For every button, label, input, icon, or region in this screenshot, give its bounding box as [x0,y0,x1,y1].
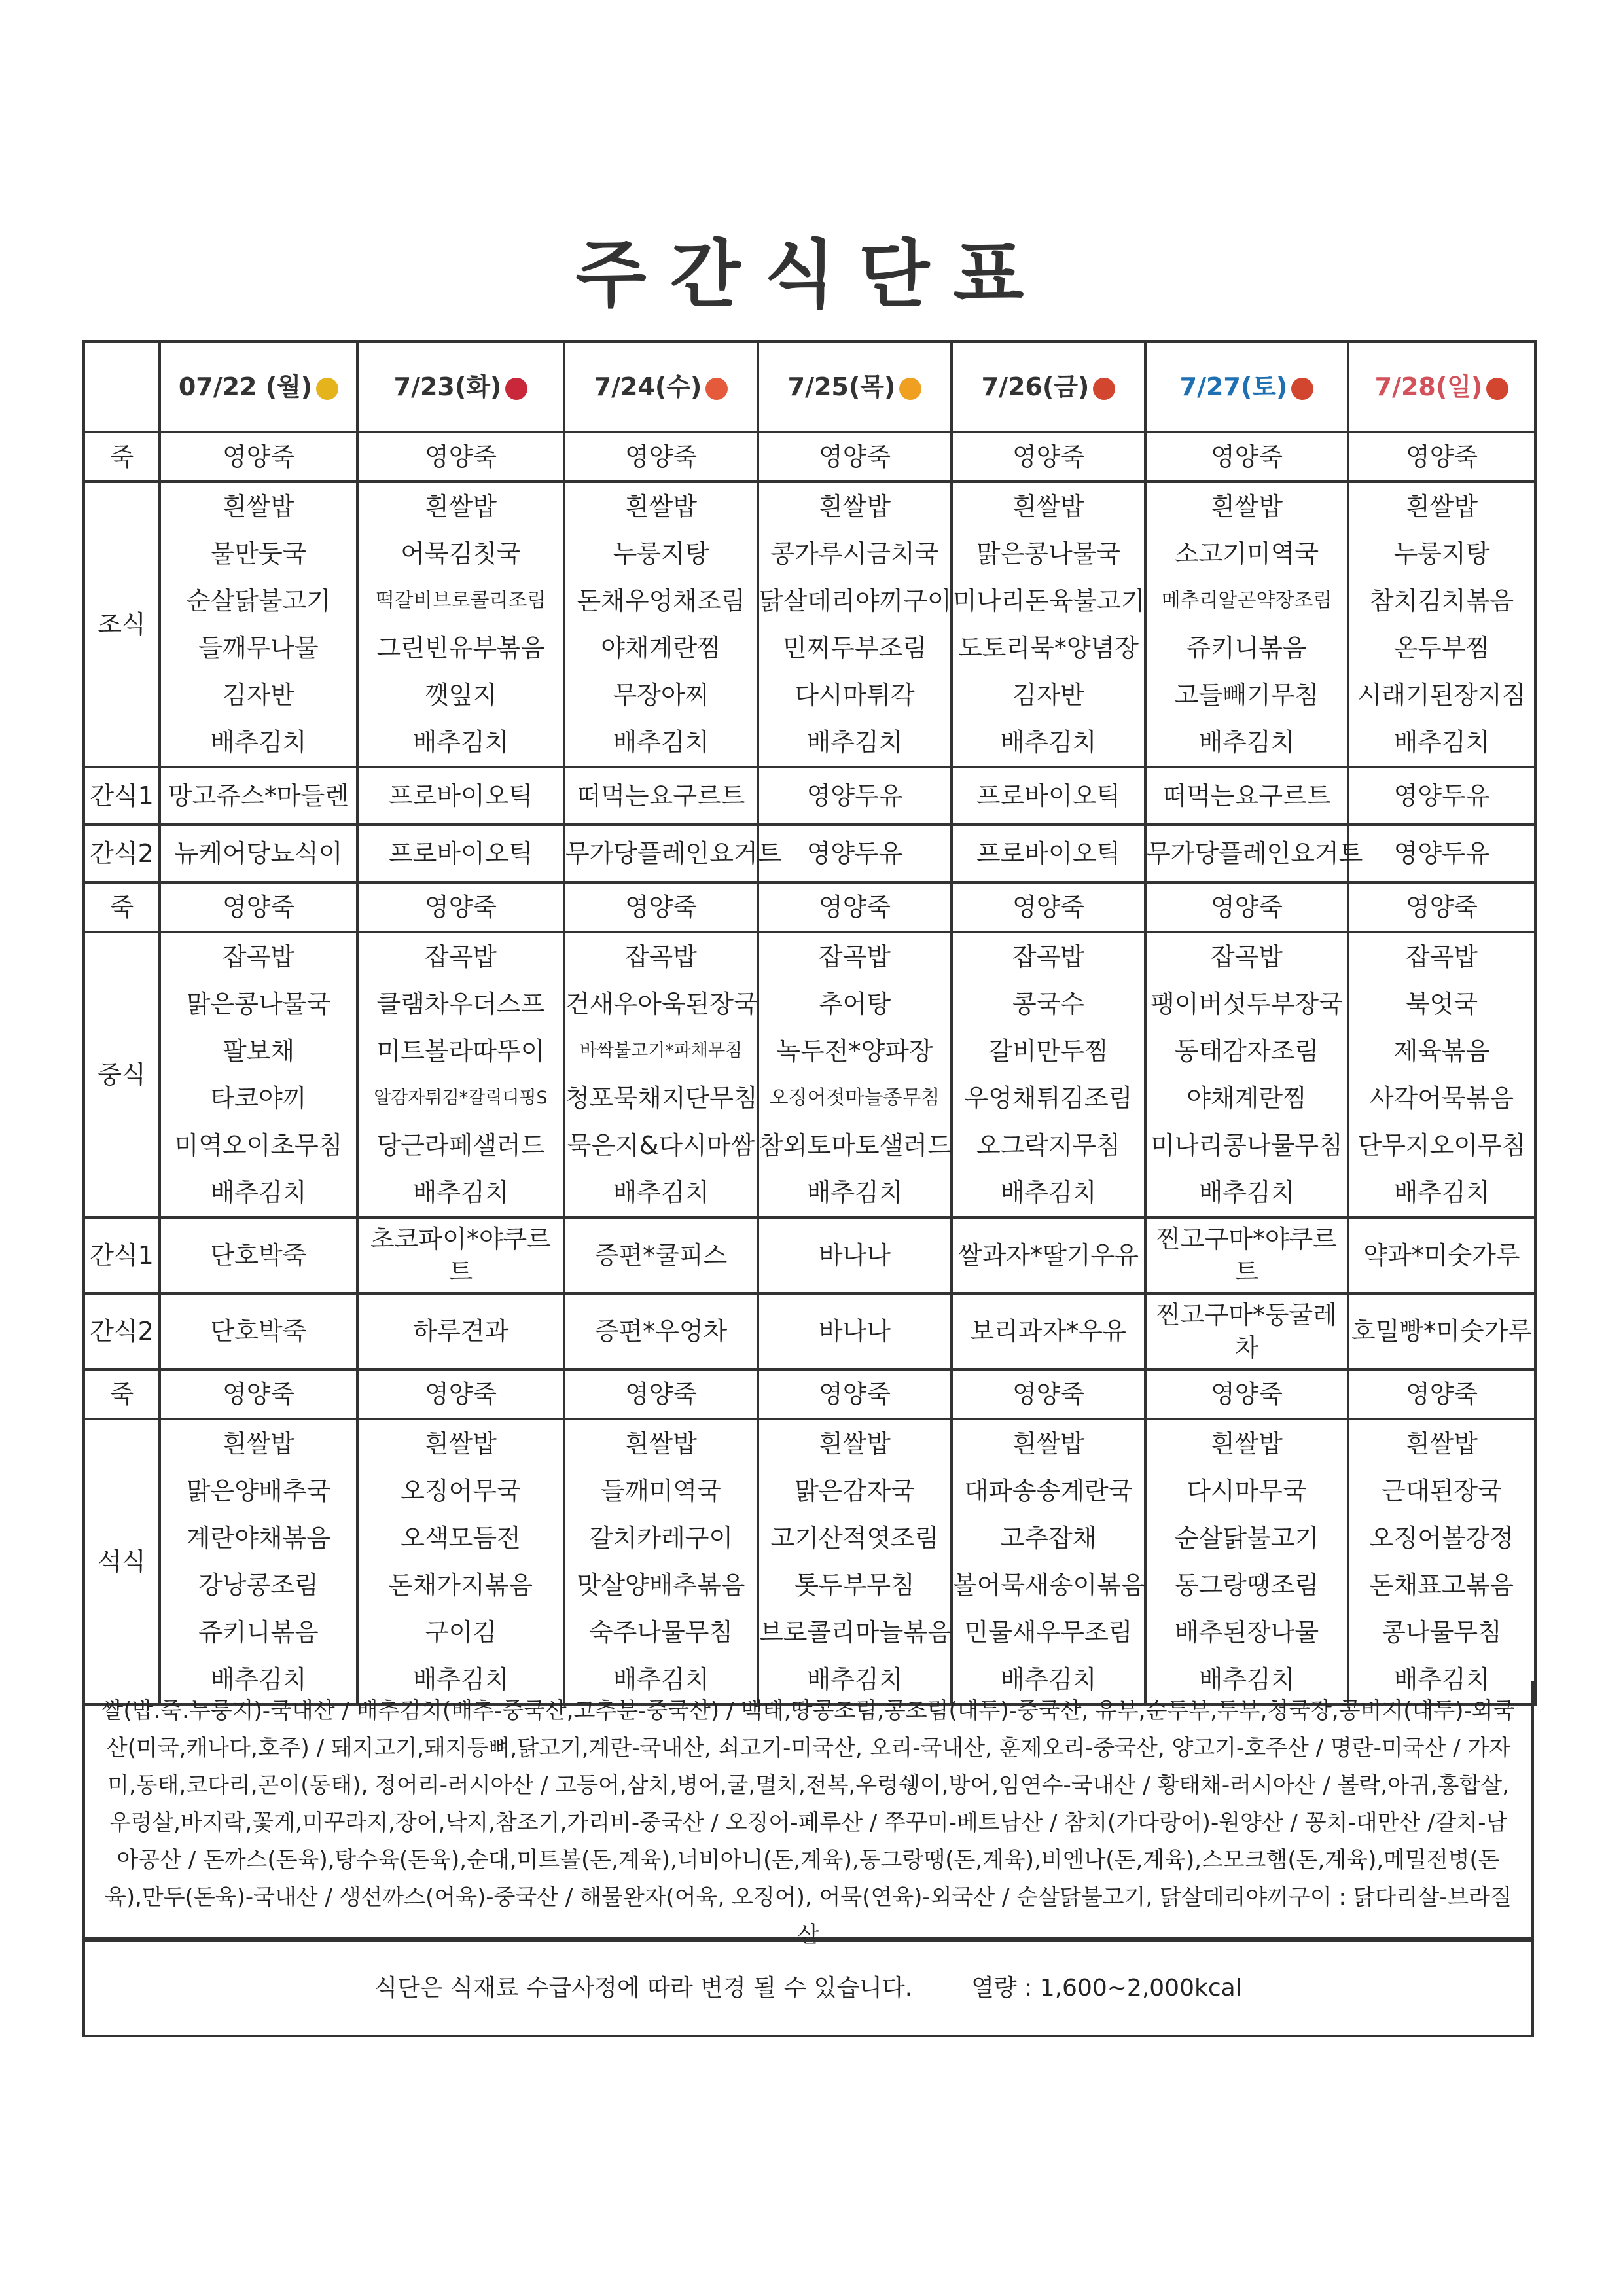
menu-row [84,1369,1535,1419]
menu-item: 영양두유 [1348,767,1535,825]
menu-cell [1145,482,1348,767]
fruit-basket-icon [1486,378,1508,400]
day-date: 7/25(목) [787,372,896,401]
menu-item: 배추김치 [210,728,307,757]
menu-item: 배추김치 [1000,728,1097,757]
menu-item: 배추김치 [412,1178,509,1207]
menu-item: 잡곡밥 [424,942,497,971]
meal-label: 조식 [84,482,160,767]
day-date: 7/26(금) [981,372,1090,401]
menu-item: 제육볶음 [1393,1037,1490,1066]
menu-item: 보리과자*우유 [952,1293,1145,1369]
menu-item: 영양죽 [1348,432,1535,482]
menu-item: 누룽지탕 [1393,539,1490,568]
menu-item: 영양죽 [1348,1369,1535,1419]
menu-item: 오징어볼강정 [1369,1524,1514,1552]
menu-row [84,932,1535,1217]
menu-item: 미나리콩나물무침 [1150,1131,1343,1160]
menu-item: 돈채가지볶음 [388,1571,533,1600]
menu-item: 맛살양배추볶음 [577,1571,745,1600]
menu-item: 김자반 [1012,681,1085,709]
menu-item: 바싹불고기*파채무침 [579,1041,743,1061]
menu-item: 순살닭불고기 [186,586,331,615]
menu-item: 오색모듬전 [401,1524,521,1552]
menu-item: 오그락지무침 [976,1131,1121,1160]
menu-item: 단호박죽 [160,1217,357,1293]
menu-item: 맑은콩나물국 [976,539,1121,568]
menu-item: 우엉채튀김조림 [964,1084,1133,1113]
menu-item: 쥬키니볶음 [198,1618,319,1647]
menu-item: 다시마튀각 [794,681,915,709]
menu-item: 단무지오이무침 [1357,1131,1526,1160]
menu-cell [952,932,1145,1217]
menu-item: 참치김치볶음 [1369,586,1514,615]
menu-item: 다시마무국 [1186,1477,1307,1505]
menu-item: 흰쌀밥 [424,492,497,521]
menu-item: 브로콜리마늘볶음 [759,1618,952,1647]
menu-item: 흰쌀밥 [1405,1429,1478,1458]
day-date: 7/23(화) [393,372,502,401]
menu-item: 배추김치 [210,1178,307,1207]
day-header [1348,342,1535,432]
page-title: 주간식단표 [575,232,1048,317]
menu-item: 묵은지&다시마쌈 [567,1131,755,1160]
menu-row [84,1217,1535,1293]
menu-item: 흰쌀밥 [1210,492,1283,521]
menu-item: 영양죽 [564,1369,758,1419]
menu-item: 프로바이오틱 [357,767,564,825]
menu-item: 영양죽 [952,1369,1145,1419]
meal-label: 죽 [84,432,160,482]
menu-cell [357,932,564,1217]
menu-item: 들깨미역국 [601,1477,721,1505]
menu-item: 도토리묵*양념장 [958,634,1139,662]
menu-item: 배추김치 [806,728,903,757]
menu-item: 흰쌀밥 [222,492,295,521]
calorie-info: 열량 : 1,600~2,000kcal [971,1975,1242,2001]
menu-cell [1145,932,1348,1217]
menu-item: 배추김치 [412,1665,509,1694]
menu-change-notice: 식단은 식재료 수급사정에 따라 변경 될 수 있습니다. [374,1975,913,2001]
menu-item: 배추김치 [1198,1665,1295,1694]
menu-row [84,482,1535,767]
menu-item: 초코파이*야쿠르트 [357,1217,564,1293]
menu-row [84,882,1535,932]
meal-label: 죽 [84,882,160,932]
menu-item: 닭살데리야끼구이 [759,586,952,615]
menu-item: 맑은감자국 [794,1477,915,1505]
menu-cell [952,1419,1145,1704]
menu-item: 호밀빵*미숫가루 [1348,1293,1535,1369]
menu-item: 미역오이초무침 [174,1131,343,1160]
grapefruit-icon [705,378,728,400]
menu-item: 떠먹는요구르트 [564,767,758,825]
menu-cell [1348,932,1535,1217]
day-header [357,342,564,432]
menu-item: 흰쌀밥 [624,492,698,521]
menu-item: 동그랑땡조림 [1174,1571,1319,1600]
menu-item: 배추김치 [613,728,709,757]
menu-item: 배추김치 [1393,728,1490,757]
menu-notice [82,1939,1534,2037]
day-date: 7/27(토) [1179,372,1288,401]
weekly-menu-table [82,340,1537,1706]
menu-item: 영양죽 [1145,1369,1348,1419]
menu-item: 타코야끼 [210,1084,307,1113]
menu-item: 영양두유 [1348,825,1535,882]
menu-row [84,1419,1535,1704]
meal-label: 간식2 [84,1293,160,1369]
day-header [952,342,1145,432]
menu-item: 잡곡밥 [624,942,698,971]
menu-item: 배추김치 [806,1178,903,1207]
menu-item: 잡곡밥 [1405,942,1478,971]
menu-item: 강낭콩조림 [198,1571,319,1600]
menu-item: 떡갈비브로콜리조림 [375,589,546,612]
menu-item: 떠먹는요구르트 [1145,767,1348,825]
menu-cell [357,482,564,767]
menu-item: 민물새우무조림 [964,1618,1133,1647]
menu-item: 깻잎지 [424,681,497,709]
meal-label: 간식2 [84,825,160,882]
menu-item: 맑은양배추국 [186,1477,331,1505]
menu-item: 알감자튀김*갈릭디핑S [374,1088,548,1108]
menu-item: 잡곡밥 [818,942,891,971]
menu-item: 쥬키니볶음 [1186,634,1307,662]
menu-item: 영양두유 [758,767,952,825]
menu-item: 고들빼기무침 [1174,681,1319,709]
menu-item: 망고쥬스*마들렌 [160,767,357,825]
menu-item: 영양죽 [564,432,758,482]
menu-item: 배추김치 [210,1665,307,1694]
menu-item: 잡곡밥 [1210,942,1283,971]
menu-item: 사각어묵볶음 [1369,1084,1514,1113]
menu-cell [758,482,952,767]
menu-item: 바나나 [758,1217,952,1293]
menu-item: 무가당플레인요거트 [564,825,758,882]
header-corner [84,342,160,432]
menu-item: 구이김 [424,1618,497,1647]
menu-item: 고기산적엿조림 [770,1524,939,1552]
menu-item: 누룽지탕 [613,539,709,568]
menu-item: 무가당플레인요거트 [1145,825,1348,882]
menu-item: 배추김치 [1198,1178,1295,1207]
menu-cell [1348,482,1535,767]
menu-cell [160,932,357,1217]
menu-item: 계란야채볶음 [186,1524,331,1552]
menu-item: 배추김치 [1000,1178,1097,1207]
menu-item: 그린빈유부볶음 [376,634,545,662]
menu-item: 콩나물무침 [1382,1618,1502,1647]
menu-item: 영양죽 [160,882,357,932]
menu-item: 오징어무국 [401,1477,521,1505]
menu-item: 녹두전*양파장 [776,1037,933,1066]
menu-item: 참외토마토샐러드 [759,1131,952,1160]
menu-row [84,825,1535,882]
menu-item: 순살닭불고기 [1174,1524,1319,1552]
menu-cell [564,932,758,1217]
menu-item: 흰쌀밥 [818,1429,891,1458]
fruit-basket-icon [1291,378,1313,400]
menu-cell [564,482,758,767]
day-header [564,342,758,432]
menu-item: 단호박죽 [160,1293,357,1369]
menu-item: 소고기미역국 [1174,539,1319,568]
menu-item: 미나리돈육불고기 [953,586,1145,615]
menu-item: 물만둣국 [210,539,307,568]
menu-item: 청포묵채지단무침 [565,1084,758,1113]
menu-cell [160,1419,357,1704]
menu-item: 영양죽 [758,882,952,932]
menu-item: 영양죽 [952,432,1145,482]
menu-item: 북엇국 [1405,990,1478,1018]
menu-item: 흰쌀밥 [1210,1429,1283,1458]
menu-cell [952,482,1145,767]
banana-icon [316,378,338,400]
menu-item: 찐고구마*야쿠르트 [1145,1217,1348,1293]
menu-item: 배추김치 [613,1178,709,1207]
menu-item: 들깨무나물 [198,634,319,662]
day-header [160,342,357,432]
menu-item: 흰쌀밥 [222,1429,295,1458]
menu-item: 맑은콩나물국 [186,990,331,1018]
menu-cell [160,482,357,767]
menu-item: 쌀과자*딸기우유 [952,1217,1145,1293]
menu-item: 콩가루시금치국 [770,539,939,568]
menu-item: 야채계란찜 [601,634,721,662]
menu-item: 동태감자조림 [1174,1037,1319,1066]
menu-item: 잡곡밥 [222,942,295,971]
menu-item: 메추리알곤약장조림 [1161,589,1332,612]
menu-item: 흰쌀밥 [818,492,891,521]
menu-item: 콩국수 [1012,990,1085,1018]
fruit-basket-icon [1093,378,1115,400]
menu-item: 영양죽 [758,1369,952,1419]
menu-item: 미트볼라따뚜이 [376,1037,545,1066]
menu-item: 영양죽 [357,432,564,482]
menu-cell [357,1419,564,1704]
menu-item: 당근라페샐러드 [376,1131,545,1160]
menu-item: 배추김치 [613,1665,709,1694]
menu-row [84,767,1535,825]
menu-item: 하루견과 [357,1293,564,1369]
menu-item: 추어탕 [818,990,891,1018]
menu-row [84,1293,1535,1369]
menu-item: 돈채우엉채조림 [577,586,745,615]
menu-item: 바나나 [758,1293,952,1369]
menu-item: 영양죽 [1348,882,1535,932]
menu-cell [758,1419,952,1704]
meal-label: 죽 [84,1369,160,1419]
day-header [1145,342,1348,432]
menu-item: 팽이버섯두부장국 [1150,990,1343,1018]
menu-item: 무장아찌 [613,681,709,709]
menu-item: 영양두유 [758,825,952,882]
menu-item: 배추김치 [1393,1665,1490,1694]
menu-item: 야채계란찜 [1186,1084,1307,1113]
day-date: 7/24(수) [594,372,702,401]
menu-item: 증편*우엉차 [564,1293,758,1369]
meal-label: 간식1 [84,767,160,825]
menu-item: 영양죽 [1145,882,1348,932]
menu-item: 톳두부무침 [794,1571,915,1600]
menu-item: 근대된장국 [1382,1477,1502,1505]
menu-item: 흰쌀밥 [1405,492,1478,521]
menu-item: 김자반 [222,681,295,709]
menu-cell [564,1419,758,1704]
header-row [84,342,1535,432]
menu-cell [758,932,952,1217]
menu-item: 민찌두부조림 [782,634,927,662]
menu-item: 영양죽 [357,882,564,932]
menu-item: 온두부찜 [1393,634,1490,662]
menu-item: 흰쌀밥 [624,1429,698,1458]
menu-item: 영양죽 [160,1369,357,1419]
meal-label: 석식 [84,1419,160,1704]
menu-row [84,432,1535,482]
meal-label: 간식1 [84,1217,160,1293]
menu-item: 클램차우더스프 [376,990,545,1018]
menu-item: 돈채표고볶음 [1369,1571,1514,1600]
menu-item: 갈비만두찜 [988,1037,1109,1066]
menu-item: 볼어묵새송이볶음 [953,1571,1145,1600]
day-date: 07/22 (월) [178,372,313,401]
menu-item: 프로바이오틱 [952,825,1145,882]
menu-item: 흰쌀밥 [1012,492,1085,521]
menu-item: 프로바이오틱 [952,767,1145,825]
menu-item: 증편*쿨피스 [564,1217,758,1293]
menu-cell [1348,1419,1535,1704]
menu-item: 숙주나물무침 [588,1618,734,1647]
menu-item: 흰쌀밥 [1012,1429,1085,1458]
menu-cell [1145,1419,1348,1704]
menu-item: 갈치카레구이 [588,1524,734,1552]
menu-item: 영양죽 [564,882,758,932]
menu-item: 영양죽 [1145,432,1348,482]
menu-item: 배추김치 [1393,1178,1490,1207]
menu-item: 배추김치 [412,728,509,757]
menu-item: 배추된장나물 [1174,1618,1319,1647]
menu-item: 어묵김칫국 [401,539,521,568]
menu-item: 영양죽 [758,432,952,482]
menu-item: 뉴케어당뇨식이 [160,825,357,882]
menu-item: 고추잡채 [1000,1524,1097,1552]
menu-item: 영양죽 [357,1369,564,1419]
menu-item: 배추김치 [1198,728,1295,757]
menu-item: 약과*미숫가루 [1348,1217,1535,1293]
menu-item: 배추김치 [1000,1665,1097,1694]
menu-item: 영양죽 [160,432,357,482]
meal-label: 중식 [84,932,160,1217]
menu-item: 배추김치 [806,1665,903,1694]
day-header [758,342,952,432]
menu-item: 건새우아욱된장국 [565,990,758,1018]
menu-item: 시래기된장지짐 [1357,681,1526,709]
menu-item: 흰쌀밥 [424,1429,497,1458]
menu-item: 팔보채 [222,1037,295,1066]
orange-icon [899,378,921,400]
menu-item: 오징어젓마늘종무침 [769,1086,940,1109]
menu-item: 영양죽 [952,882,1145,932]
menu-item: 대파송송계란국 [964,1477,1133,1505]
menu-item: 잡곡밥 [1012,942,1085,971]
menu-item: 찐고구마*둥굴레차 [1145,1293,1348,1369]
cherry-icon [505,378,527,400]
menu-item: 프로바이오틱 [357,825,564,882]
day-date: 7/28(일) [1374,372,1483,401]
ingredient-origin-info: 쌀(밥.죽.누룽지)-국내산 / 배추김치(배추-중국산,고추분-중국산) / 백태,땅콩조림,콩조림(대두)-중국산, 유부,순두부,두부,청국장,콩비지(대두)-외국산(미국,캐나다,호주) / 돼지고기,돼지등뼈,닭고기,계란-국내산, 쇠고기-미국산, 오리-국내산, 훈제오리-중국산, 양고기-호주산 / 명란-미국산 / 가자미,동태,코다리,곤이(동태), 정어리-러시아산 / 고등어,삼치,병어,굴,멸치,전복,우렁쉥이,방어,임연수-국내산 / 황태채-러시아산 / 볼락,아귀,홍합살,우렁살,바지락,꽃게,미꾸라지,장어,낙지,참조기,가리비-중국산 / 오징어-페루산 / 쭈꾸미-베트남산 / 참치(가다랑어)-원양산 / 꽁치-대만산 /갈치-남아공산 / 돈까스(돈육),탕수육(돈육),순대,미트볼(돈,계육),너비아니(돈,계육),동그랑땡(돈,계육),비엔나(돈,계육),스모크햄(돈,계육),메밀전병(돈육),만두(돈육)-국내산 / 생선까스(어육)-중국산 / 해물완자(어육, 오징어), 어묵(연육)-외국산 / 순살닭불고기, 닭살데리야끼구이 : 닭다리살-브라질산 [82,1681,1534,1939]
